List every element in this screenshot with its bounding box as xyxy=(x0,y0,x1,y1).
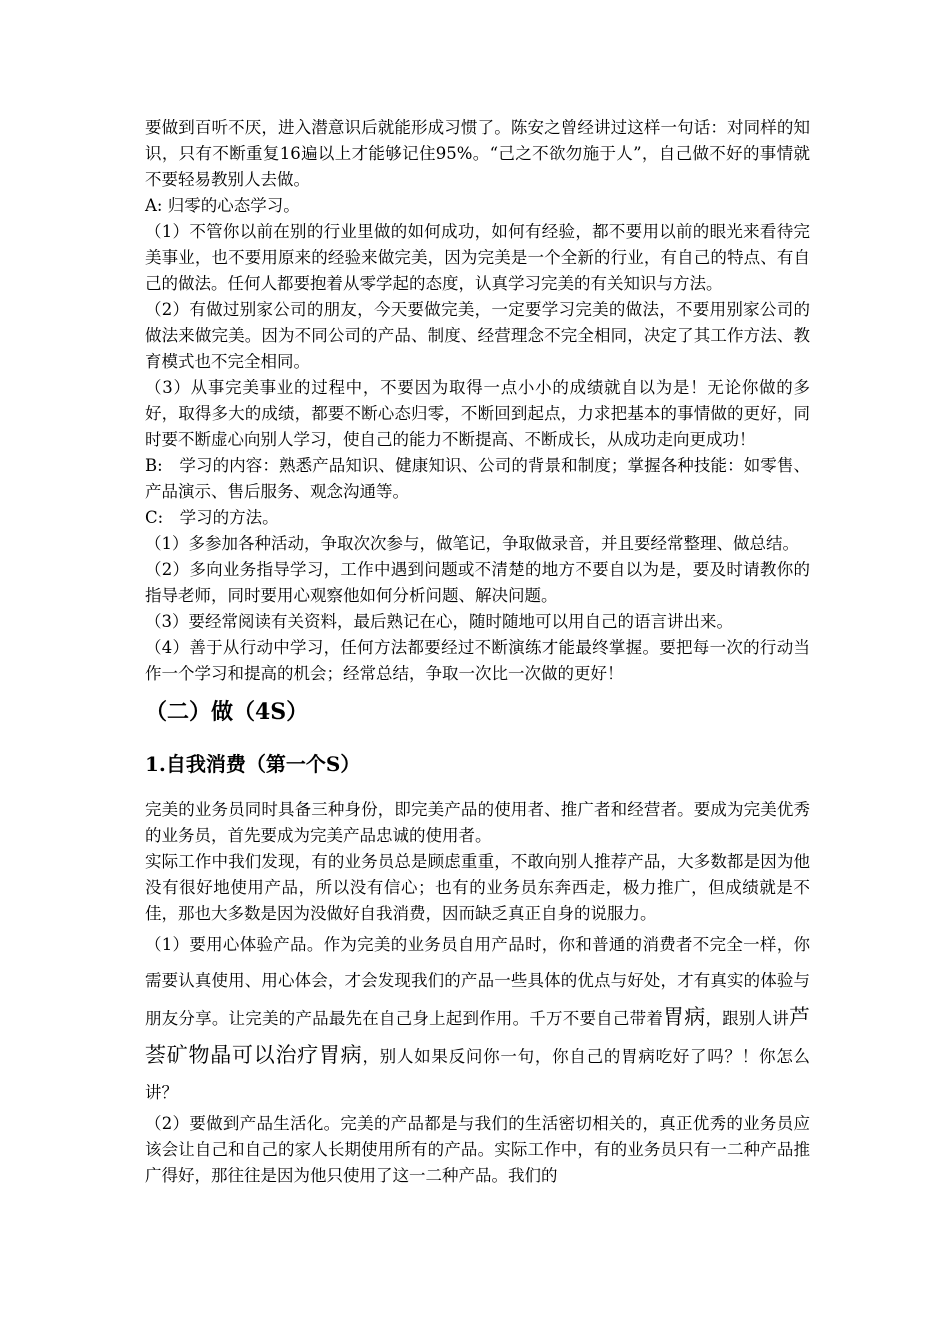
paragraph-intro: 要做到百听不厌，进入潜意识后就能形成习惯了。陈安之曾经讲过这样一句话：对同样的知识，只有不断重复16遍以上才能够记住95%。“己之不欲勿施于人”，自己做不好的事情就不要轻易教别人去做。 xyxy=(145,118,810,189)
paragraph-a-3: （3）从事完美事业的过程中，不要因为取得一点小小的成绩就自以为是！无论你做的多好，取得多大的成绩，都要不断心态归零，不断回到起点，力求把基本的事情做的更好，同时要不断虚心向别人学习，使自己的能力不断提高、不断成长，从成功走向更成功！ xyxy=(145,378,810,449)
paragraph-c-1: （1）多参加各种活动，争取次次参与，做笔记，争取做录音，并且要经常整理、做总结。 xyxy=(145,534,799,553)
paragraph-a-2: （2）有做过别家公司的朋友，今天要做完美，一定要学习完美的做法，不要用别家公司的做法来做完美。因为不同公司的产品、制度、经营理念不完全相同，决定了其工作方法、教育模式也不完全相同。 xyxy=(145,300,810,371)
emphasis-aloe-claim: 芦荟矿物晶可以治疗胃病 xyxy=(145,1005,811,1067)
emphasis-stomach-disease: 胃病 xyxy=(663,1005,706,1029)
label-c-method: C: 学习的方法。 xyxy=(145,508,279,527)
paragraph-c-2: （2）多向业务指导学习，工作中遇到问题或不清楚的地方不要自以为是，要及时请教你的指导老师，同时要用心观察他如何分析问题、解决问题。 xyxy=(145,560,810,605)
document-body xyxy=(145,115,810,1189)
paragraph-practical-work: 实际工作中我们发现，有的业务员总是顾虑重重，不敢向别人推荐产品，大多数都是因为他没有很好地使用产品，所以没有信心；也有的业务员东奔西走，极力推广，但成绩就是不佳，那也大多数是因为没做好自我消费，因而缺乏真正自身的说服力。 xyxy=(145,852,810,923)
subsection-heading-self-consumption: 1.自我消费（第一个S） xyxy=(145,752,361,776)
label-a-zero-mindset: A: 归零的心态学习。 xyxy=(145,196,300,215)
paragraph-a-1: （1）不管你以前在别的行业里做的如何成功，如何有经验，都不要用以前的眼光来看待完美事业，也不要用原来的经验来做完美，因为完美是一个全新的行业，有自己的特点、有自己的做法。任何人都要抱着从零学起的态度，认真学习完美的有关知识与方法。 xyxy=(145,222,810,293)
paragraph-c-3: （3）要经常阅读有关资料，最后熟记在心，随时随地可以用自己的语言讲出来。 xyxy=(145,612,733,631)
paragraph-b-content: B: 学习的内容：熟悉产品知识、健康知识、公司的背景和制度；掌握各种技能：如零售、产品演示、售后服务、观念沟通等。 xyxy=(145,456,810,501)
text-run: ，跟别人讲 xyxy=(705,1009,790,1028)
text-run: （1）要用心体验产品。作为完美的业务员自用产品时，你和普通的消费者不完全一样，你需要认真使用、用心体会，才会发现我们的产品一些具体的优点与好处，才有真实的体验与朋友分享。让完美的产品最先在自己身上起到作用。千万不要自己带着 xyxy=(145,935,810,1028)
paragraph-product-lifestyle: （2）要做到产品生活化。完美的产品都是与我们的生活密切相关的，真正优秀的业务员应该会让自己和自己的家人长期使用所有的产品。实际工作中，有的业务员只有一二种产品推广得好，那往往是因为他只使用了这一二种产品。我们的 xyxy=(145,1114,810,1185)
paragraph-c-4: （4）善于从行动中学习，任何方法都要经过不断演练才能最终掌握。要把每一次的行动当作一个学习和提高的机会；经常总结，争取一次比一次做的更好！ xyxy=(145,638,810,683)
paragraph-three-roles: 完美的业务员同时具备三种身份，即完美产品的使用者、推广者和经营者。要成为完美优秀的业务员，首先要成为完美产品忠诚的使用者。 xyxy=(145,800,810,845)
text-run: ，别人如果反问你一句，你自己的胃病吃好了吗？！你怎么讲？ xyxy=(145,1047,811,1102)
paragraph-experience-product xyxy=(145,927,810,1111)
section-heading-do: （二）做（4S） xyxy=(145,699,309,725)
